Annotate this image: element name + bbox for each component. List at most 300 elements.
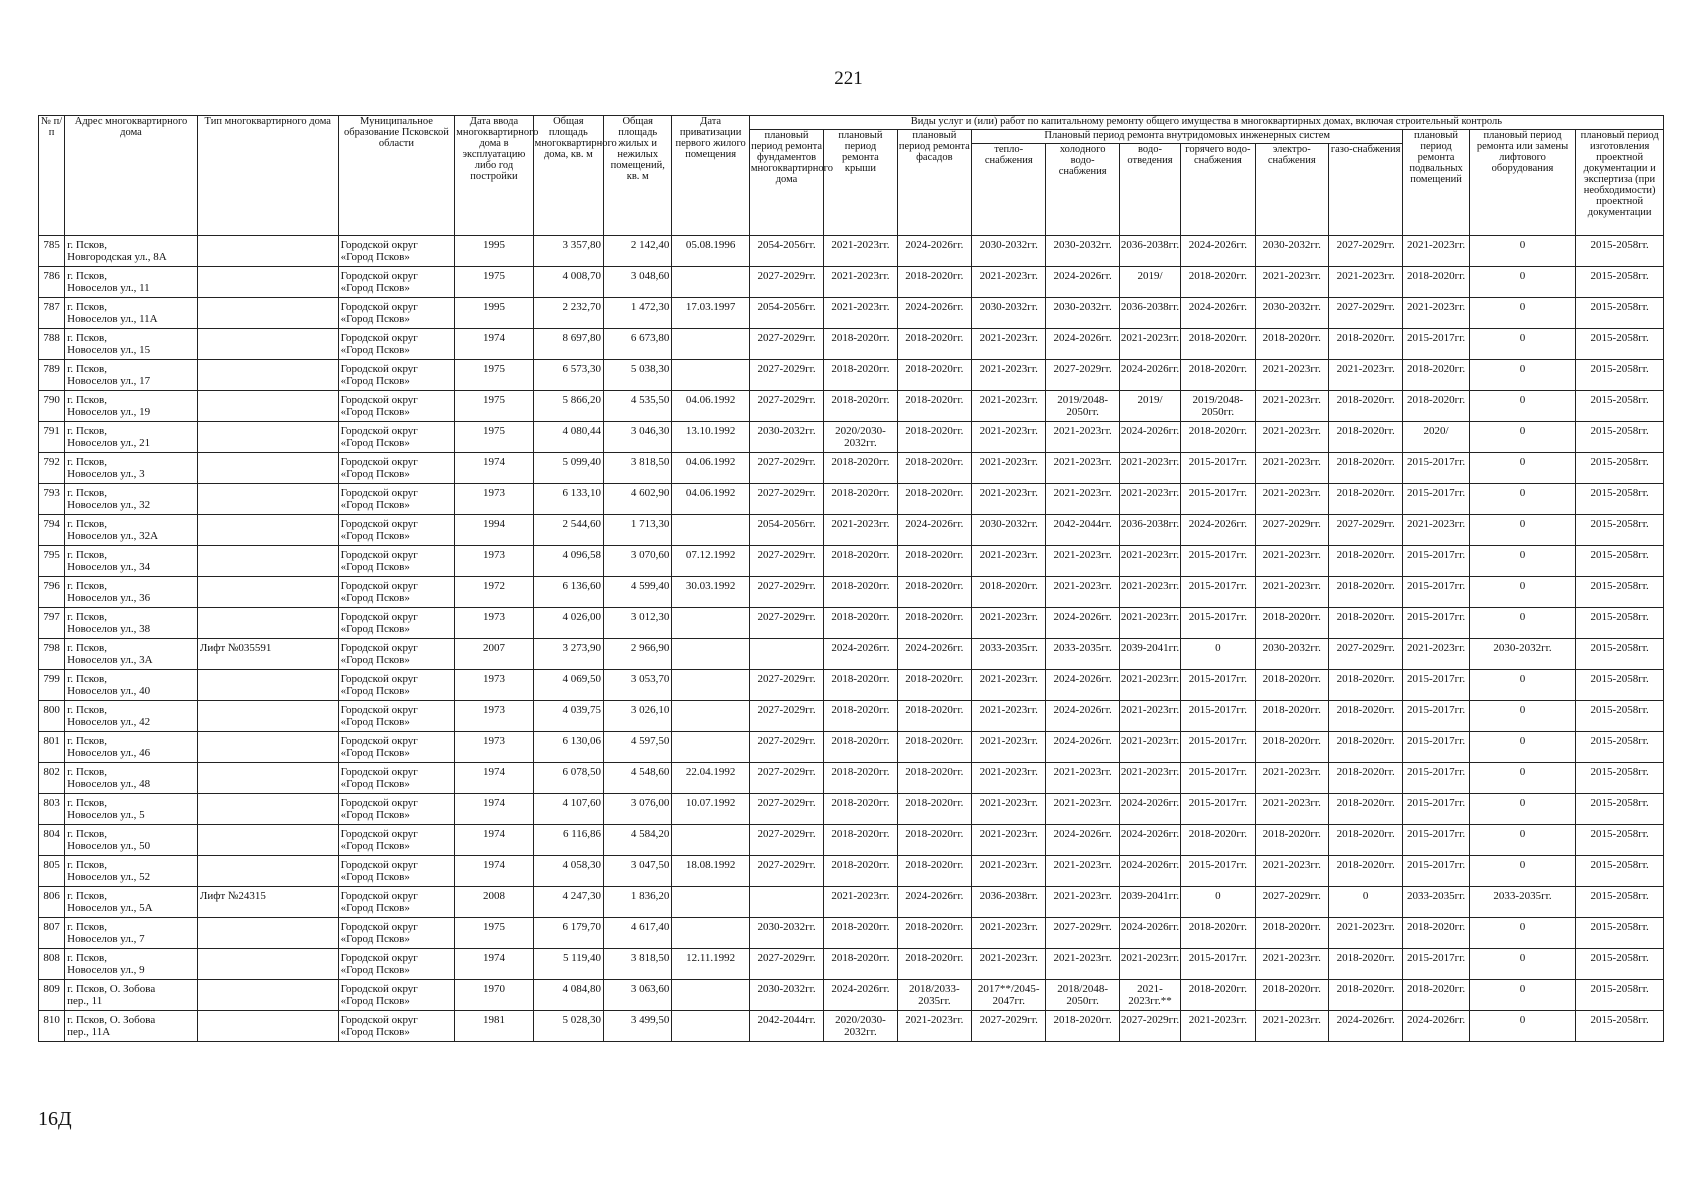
cell-basement: 2021-2023гг. [1403, 236, 1469, 267]
cell-sewage: 2021-2023гг. [1119, 732, 1180, 763]
cell-num: 808 [39, 949, 65, 980]
cell-cold-water: 2021-2023гг. [1046, 949, 1119, 980]
cell-design-docs: 2015-2058гг. [1576, 484, 1664, 515]
cell-facade: 2018-2020гг. [897, 763, 971, 794]
cell-cold-water: 2027-2029гг. [1046, 918, 1119, 949]
cell-address [65, 794, 198, 825]
cell-electric: 2018-2020гг. [1255, 701, 1328, 732]
cell-basement: 2018-2020гг. [1403, 980, 1469, 1011]
cell-total-area: 5 099,40 [533, 453, 603, 484]
cell-privatization-date: 04.06.1992 [672, 453, 749, 484]
cell-gas: 2018-2020гг. [1328, 577, 1402, 608]
cell-foundation: 2054-2056гг. [749, 236, 823, 267]
table-row [39, 763, 1664, 794]
cell-heat-supply: 2021-2023гг. [972, 918, 1046, 949]
cell-privatization-date [672, 639, 749, 670]
cell-total-area: 4 096,58 [533, 546, 603, 577]
cell-type [197, 949, 338, 980]
cell-living-area: 3 818,50 [604, 453, 672, 484]
table-header [39, 116, 1664, 236]
cell-total-area: 2 544,60 [533, 515, 603, 546]
cell-privatization-date [672, 670, 749, 701]
cell-commission-year: 1973 [455, 732, 533, 763]
cell-basement: 2018-2020гг. [1403, 360, 1469, 391]
cell-design-docs: 2015-2058гг. [1576, 329, 1664, 360]
cell-design-docs: 2015-2058гг. [1576, 298, 1664, 329]
cell-sewage: 2039-2041гг. [1119, 639, 1180, 670]
cell-address-line: Новоселов ул., 5 [67, 809, 145, 821]
cell-living-area: 3 048,60 [604, 267, 672, 298]
cell-cold-water: 2024-2026гг. [1046, 701, 1119, 732]
cell-heat-supply: 2021-2023гг. [972, 670, 1046, 701]
cell-municipality-line: «Город Псков» [340, 468, 410, 480]
cell-total-area: 6 078,50 [533, 763, 603, 794]
header-facade: плановый период ремонта фасадов [897, 130, 971, 236]
cell-num: 803 [39, 794, 65, 825]
cell-elevator: 0 [1469, 360, 1576, 391]
cell-hot-water: 2024-2026гг. [1181, 298, 1255, 329]
cell-elevator: 0 [1469, 484, 1576, 515]
cell-gas: 2018-2020гг. [1328, 856, 1402, 887]
cell-basement: 2015-2017гг. [1403, 453, 1469, 484]
cell-address-line: г. Псков, [67, 735, 107, 747]
cell-municipality [338, 980, 455, 1011]
cell-elevator: 0 [1469, 918, 1576, 949]
cell-type [197, 701, 338, 732]
cell-facade: 2024-2026гг. [897, 515, 971, 546]
cell-cold-water: 2021-2023гг. [1046, 794, 1119, 825]
header-commission-date: Дата ввода многоквартирного дома в эксплуатацию либо год постройки [455, 116, 533, 236]
cell-cold-water: 2021-2023гг. [1046, 856, 1119, 887]
cell-municipality [338, 546, 455, 577]
cell-address-line: Новоселов ул., 50 [67, 840, 151, 852]
cell-commission-year: 1973 [455, 608, 533, 639]
cell-basement: 2015-2017гг. [1403, 732, 1469, 763]
cell-design-docs: 2015-2058гг. [1576, 670, 1664, 701]
cell-cold-water: 2018-2020гг. [1046, 1011, 1119, 1042]
cell-municipality-line: Городской округ [340, 518, 418, 530]
header-electric: электро-снабжения [1255, 144, 1328, 236]
cell-hot-water: 2015-2017гг. [1181, 546, 1255, 577]
cell-sewage: 2021-2023гг. [1119, 608, 1180, 639]
cell-basement: 2033-2035гг. [1403, 887, 1469, 918]
cell-municipality-line: Городской округ [340, 270, 418, 282]
cell-address-line: г. Псков, [67, 487, 107, 499]
cell-municipality-line: Городской округ [340, 952, 418, 964]
cell-privatization-date [672, 267, 749, 298]
cell-design-docs: 2015-2058гг. [1576, 236, 1664, 267]
cell-address-line: Новоселов ул., 52 [67, 871, 151, 883]
cell-foundation: 2027-2029гг. [749, 701, 823, 732]
cell-facade: 2018-2020гг. [897, 701, 971, 732]
cell-municipality [338, 484, 455, 515]
cell-commission-year: 1981 [455, 1011, 533, 1042]
cell-basement: 2015-2017гг. [1403, 949, 1469, 980]
cell-elevator: 0 [1469, 1011, 1576, 1042]
cell-sewage: 2019/ [1119, 391, 1180, 422]
cell-address-line: Новоселов ул., 40 [67, 685, 151, 697]
cell-heat-supply: 2033-2035гг. [972, 639, 1046, 670]
cell-roof: 2018-2020гг. [824, 763, 897, 794]
cell-heat-supply: 2021-2023гг. [972, 608, 1046, 639]
cell-address [65, 1011, 198, 1042]
cell-cold-water: 2024-2026гг. [1046, 825, 1119, 856]
header-gas: газо-снабжения [1328, 144, 1402, 236]
cell-design-docs: 2015-2058гг. [1576, 391, 1664, 422]
cell-municipality [338, 391, 455, 422]
cell-basement: 2021-2023гг. [1403, 639, 1469, 670]
cell-electric: 2018-2020гг. [1255, 329, 1328, 360]
cell-municipality-line: «Город Псков» [340, 933, 410, 945]
cell-roof: 2018-2020гг. [824, 608, 897, 639]
cell-address [65, 763, 198, 794]
cell-total-area: 2 232,70 [533, 298, 603, 329]
cell-municipality-line: Городской округ [340, 239, 418, 251]
cell-municipality-line: «Город Псков» [340, 747, 410, 759]
cell-address-line: Новгородская ул., 8А [67, 251, 167, 263]
cell-type [197, 360, 338, 391]
cell-address-line: Новоселов ул., 9 [67, 964, 145, 976]
cell-num: 789 [39, 360, 65, 391]
cell-hot-water: 2015-2017гг. [1181, 763, 1255, 794]
cell-address-line: Новоселов ул., 3 [67, 468, 145, 480]
cell-municipality [338, 329, 455, 360]
cell-address-line: г. Псков, [67, 828, 107, 840]
cell-living-area: 1 713,30 [604, 515, 672, 546]
cell-heat-supply: 2021-2023гг. [972, 856, 1046, 887]
cell-basement: 2015-2017гг. [1403, 670, 1469, 701]
cell-commission-year: 1974 [455, 453, 533, 484]
header-design-docs: плановый период изготовления проектной документации и экспертиза (при необходимости) проектной документации [1576, 130, 1664, 236]
cell-electric: 2030-2032гг. [1255, 298, 1328, 329]
cell-foundation: 2027-2029гг. [749, 453, 823, 484]
cell-commission-year: 1974 [455, 949, 533, 980]
cell-sewage: 2021-2023гг. [1119, 546, 1180, 577]
cell-municipality-line: Городской округ [340, 1014, 418, 1026]
cell-foundation: 2027-2029гг. [749, 825, 823, 856]
cell-commission-year: 1970 [455, 980, 533, 1011]
header-systems-group: Плановый период ремонта внутридомовых инженерных систем [972, 130, 1403, 144]
table-row [39, 546, 1664, 577]
cell-living-area: 4 597,50 [604, 732, 672, 763]
cell-elevator: 0 [1469, 608, 1576, 639]
cell-commission-year: 1973 [455, 484, 533, 515]
cell-design-docs: 2015-2058гг. [1576, 577, 1664, 608]
cell-total-area: 3 357,80 [533, 236, 603, 267]
cell-address [65, 267, 198, 298]
cell-total-area: 4 008,70 [533, 267, 603, 298]
cell-address [65, 670, 198, 701]
cell-address-line: Новоселов ул., 19 [67, 406, 151, 418]
cell-design-docs: 2015-2058гг. [1576, 453, 1664, 484]
cell-electric: 2021-2023гг. [1255, 856, 1328, 887]
cell-total-area: 4 058,30 [533, 856, 603, 887]
cell-roof: 2021-2023гг. [824, 887, 897, 918]
table-row [39, 794, 1664, 825]
cell-electric: 2021-2023гг. [1255, 546, 1328, 577]
cell-gas: 2018-2020гг. [1328, 453, 1402, 484]
cell-total-area: 5 119,40 [533, 949, 603, 980]
cell-municipality-line: Городской округ [340, 425, 418, 437]
cell-design-docs: 2015-2058гг. [1576, 422, 1664, 453]
cell-address-line: Новоселов ул., 42 [67, 716, 151, 728]
cell-address [65, 856, 198, 887]
cell-living-area: 3 063,60 [604, 980, 672, 1011]
cell-address [65, 701, 198, 732]
cell-facade: 2018-2020гг. [897, 918, 971, 949]
cell-num: 806 [39, 887, 65, 918]
cell-roof: 2018-2020гг. [824, 329, 897, 360]
cell-electric: 2021-2023гг. [1255, 763, 1328, 794]
cell-municipality-line: «Город Псков» [340, 840, 410, 852]
cell-municipality-line: Городской округ [340, 487, 418, 499]
header-type: Тип многоквартирного дома [197, 116, 338, 236]
cell-gas: 2021-2023гг. [1328, 918, 1402, 949]
table-row [39, 856, 1664, 887]
cell-address [65, 546, 198, 577]
cell-elevator: 0 [1469, 546, 1576, 577]
cell-electric: 2030-2032гг. [1255, 639, 1328, 670]
cell-elevator: 0 [1469, 794, 1576, 825]
cell-living-area: 3 499,50 [604, 1011, 672, 1042]
cell-municipality [338, 887, 455, 918]
cell-hot-water: 2021-2023гг. [1181, 1011, 1255, 1042]
cell-privatization-date: 22.04.1992 [672, 763, 749, 794]
cell-basement: 2015-2017гг. [1403, 608, 1469, 639]
cell-municipality-line: Городской округ [340, 797, 418, 809]
header-municipality: Муниципальное образование Псковской области [338, 116, 455, 236]
cell-gas: 2018-2020гг. [1328, 701, 1402, 732]
cell-roof: 2018-2020гг. [824, 577, 897, 608]
cell-type [197, 670, 338, 701]
cell-address [65, 887, 198, 918]
cell-hot-water: 2015-2017гг. [1181, 701, 1255, 732]
cell-municipality-line: Городской округ [340, 766, 418, 778]
table-body [39, 236, 1664, 1042]
cell-address-line: г. Псков, [67, 952, 107, 964]
cell-roof: 2018-2020гг. [824, 546, 897, 577]
cell-municipality-line: Городской округ [340, 673, 418, 685]
cell-living-area: 3 046,30 [604, 422, 672, 453]
cell-design-docs: 2015-2058гг. [1576, 794, 1664, 825]
cell-basement: 2015-2017гг. [1403, 484, 1469, 515]
cell-municipality-line: Городской округ [340, 704, 418, 716]
cell-municipality-line: «Город Псков» [340, 561, 410, 573]
cell-roof: 2018-2020гг. [824, 360, 897, 391]
table-row [39, 422, 1664, 453]
cell-commission-year: 1974 [455, 856, 533, 887]
cell-privatization-date: 05.08.1996 [672, 236, 749, 267]
cell-elevator: 0 [1469, 236, 1576, 267]
cell-privatization-date [672, 701, 749, 732]
cell-type: Лифт №035591 [197, 639, 338, 670]
cell-address-line: г. Псков, [67, 270, 107, 282]
table-row [39, 949, 1664, 980]
cell-address [65, 608, 198, 639]
cell-municipality [338, 608, 455, 639]
cell-address-line: г. Псков, [67, 549, 107, 561]
cell-electric: 2018-2020гг. [1255, 732, 1328, 763]
cell-design-docs: 2015-2058гг. [1576, 980, 1664, 1011]
cell-gas: 2018-2020гг. [1328, 484, 1402, 515]
cell-municipality-line: Городской округ [340, 456, 418, 468]
cell-municipality-line: «Город Псков» [340, 313, 410, 325]
cell-heat-supply: 2021-2023гг. [972, 329, 1046, 360]
cell-municipality-line: «Город Псков» [340, 902, 410, 914]
cell-type [197, 515, 338, 546]
cell-heat-supply: 2021-2023гг. [972, 484, 1046, 515]
cell-privatization-date [672, 515, 749, 546]
cell-municipality [338, 515, 455, 546]
cell-address-line: г. Псков, [67, 394, 107, 406]
table-row [39, 577, 1664, 608]
table-row [39, 887, 1664, 918]
cell-municipality-line: Городской округ [340, 859, 418, 871]
cell-facade: 2024-2026гг. [897, 639, 971, 670]
cell-total-area: 3 273,90 [533, 639, 603, 670]
cell-cold-water: 2021-2023гг. [1046, 422, 1119, 453]
cell-sewage: 2021-2023гг. [1119, 670, 1180, 701]
cell-type [197, 980, 338, 1011]
cell-design-docs: 2015-2058гг. [1576, 608, 1664, 639]
cell-municipality-line: «Город Псков» [340, 871, 410, 883]
cell-total-area: 8 697,80 [533, 329, 603, 360]
cell-type [197, 236, 338, 267]
cell-commission-year: 1974 [455, 794, 533, 825]
cell-gas: 2027-2029гг. [1328, 639, 1402, 670]
cell-address-line: Новоселов ул., 11А [67, 313, 158, 325]
cell-basement: 2015-2017гг. [1403, 794, 1469, 825]
cell-sewage: 2024-2026гг. [1119, 422, 1180, 453]
cell-municipality-line: «Город Псков» [340, 778, 410, 790]
cell-heat-supply: 2021-2023гг. [972, 763, 1046, 794]
table-row [39, 732, 1664, 763]
cell-num: 801 [39, 732, 65, 763]
cell-address-line: г. Псков, [67, 890, 107, 902]
cell-gas: 2018-2020гг. [1328, 329, 1402, 360]
cell-municipality-line: «Город Псков» [340, 685, 410, 697]
cell-type [197, 577, 338, 608]
cell-sewage: 2021-2023гг. [1119, 484, 1180, 515]
cell-cold-water: 2030-2032гг. [1046, 236, 1119, 267]
cell-heat-supply: 2021-2023гг. [972, 422, 1046, 453]
cell-basement: 2015-2017гг. [1403, 329, 1469, 360]
cell-num: 800 [39, 701, 65, 732]
cell-roof: 2020/2030-2032гг. [824, 1011, 897, 1042]
cell-roof: 2024-2026гг. [824, 980, 897, 1011]
cell-municipality-line: Городской округ [340, 580, 418, 592]
cell-address [65, 918, 198, 949]
cell-living-area: 3 047,50 [604, 856, 672, 887]
cell-address [65, 949, 198, 980]
header-living-area: Общая площадь жилых и нежилых помещений, кв. м [604, 116, 672, 236]
cell-municipality [338, 639, 455, 670]
cell-privatization-date: 12.11.1992 [672, 949, 749, 980]
table-row [39, 391, 1664, 422]
cell-num: 798 [39, 639, 65, 670]
cell-address-line: Новоселов ул., 11 [67, 282, 150, 294]
cell-electric: 2021-2023гг. [1255, 391, 1328, 422]
cell-elevator: 0 [1469, 453, 1576, 484]
cell-elevator: 2033-2035гг. [1469, 887, 1576, 918]
cell-sewage: 2021-2023гг. [1119, 701, 1180, 732]
cell-foundation: 2030-2032гг. [749, 918, 823, 949]
cell-heat-supply: 2021-2023гг. [972, 453, 1046, 484]
cell-gas: 2018-2020гг. [1328, 949, 1402, 980]
cell-sewage: 2024-2026гг. [1119, 360, 1180, 391]
cell-living-area: 5 038,30 [604, 360, 672, 391]
cell-heat-supply: 2018-2020гг. [972, 577, 1046, 608]
cell-address-line: г. Псков, [67, 766, 107, 778]
cell-elevator: 0 [1469, 422, 1576, 453]
header-privatization-date: Дата приватизации первого жилого помещения [672, 116, 749, 236]
cell-design-docs: 2015-2058гг. [1576, 267, 1664, 298]
cell-address-line: пер., 11 [67, 995, 103, 1007]
cell-basement: 2018-2020гг. [1403, 267, 1469, 298]
table-row [39, 360, 1664, 391]
cell-design-docs: 2015-2058гг. [1576, 1011, 1664, 1042]
cell-municipality-line: «Город Псков» [340, 375, 410, 387]
header-basement: плановый период ремонта подвальных помещений [1403, 130, 1469, 236]
cell-commission-year: 1974 [455, 825, 533, 856]
cell-municipality [338, 701, 455, 732]
cell-municipality-line: Городской округ [340, 332, 418, 344]
cell-living-area: 4 584,20 [604, 825, 672, 856]
cell-cold-water: 2024-2026гг. [1046, 670, 1119, 701]
cell-municipality-line: «Город Псков» [340, 251, 410, 263]
cell-roof: 2021-2023гг. [824, 515, 897, 546]
cell-design-docs: 2015-2058гг. [1576, 732, 1664, 763]
cell-living-area: 2 966,90 [604, 639, 672, 670]
cell-num: 797 [39, 608, 65, 639]
cell-total-area: 4 069,50 [533, 670, 603, 701]
cell-address-line: г. Псков, [67, 797, 107, 809]
cell-privatization-date [672, 980, 749, 1011]
cell-foundation: 2054-2056гг. [749, 298, 823, 329]
cell-municipality-line: «Город Псков» [340, 530, 410, 542]
cell-electric: 2018-2020гг. [1255, 608, 1328, 639]
cell-address [65, 422, 198, 453]
table-row [39, 484, 1664, 515]
cell-foundation: 2027-2029гг. [749, 670, 823, 701]
cell-num: 791 [39, 422, 65, 453]
cell-hot-water: 2018-2020гг. [1181, 980, 1255, 1011]
cell-type [197, 794, 338, 825]
cell-sewage: 2021-2023гг. [1119, 453, 1180, 484]
cell-elevator: 0 [1469, 732, 1576, 763]
cell-privatization-date: 04.06.1992 [672, 484, 749, 515]
cell-cold-water: 2024-2026гг. [1046, 732, 1119, 763]
cell-living-area: 1 836,20 [604, 887, 672, 918]
cell-gas: 2018-2020гг. [1328, 670, 1402, 701]
cell-hot-water: 2015-2017гг. [1181, 732, 1255, 763]
cell-sewage: 2021-2023гг. [1119, 577, 1180, 608]
header-address: Адрес многоквартирного дома [65, 116, 198, 236]
cell-foundation: 2027-2029гг. [749, 732, 823, 763]
cell-foundation: 2027-2029гг. [749, 360, 823, 391]
cell-num: 810 [39, 1011, 65, 1042]
cell-type [197, 825, 338, 856]
cell-basement: 2015-2017гг. [1403, 577, 1469, 608]
cell-municipality [338, 360, 455, 391]
cell-facade: 2018-2020гг. [897, 794, 971, 825]
cell-sewage: 2024-2026гг. [1119, 825, 1180, 856]
cell-type: Лифт №24315 [197, 887, 338, 918]
cell-cold-water: 2027-2029гг. [1046, 360, 1119, 391]
cell-elevator: 0 [1469, 298, 1576, 329]
capital-repair-table-wrapper [38, 115, 1664, 1042]
cell-basement: 2015-2017гг. [1403, 856, 1469, 887]
